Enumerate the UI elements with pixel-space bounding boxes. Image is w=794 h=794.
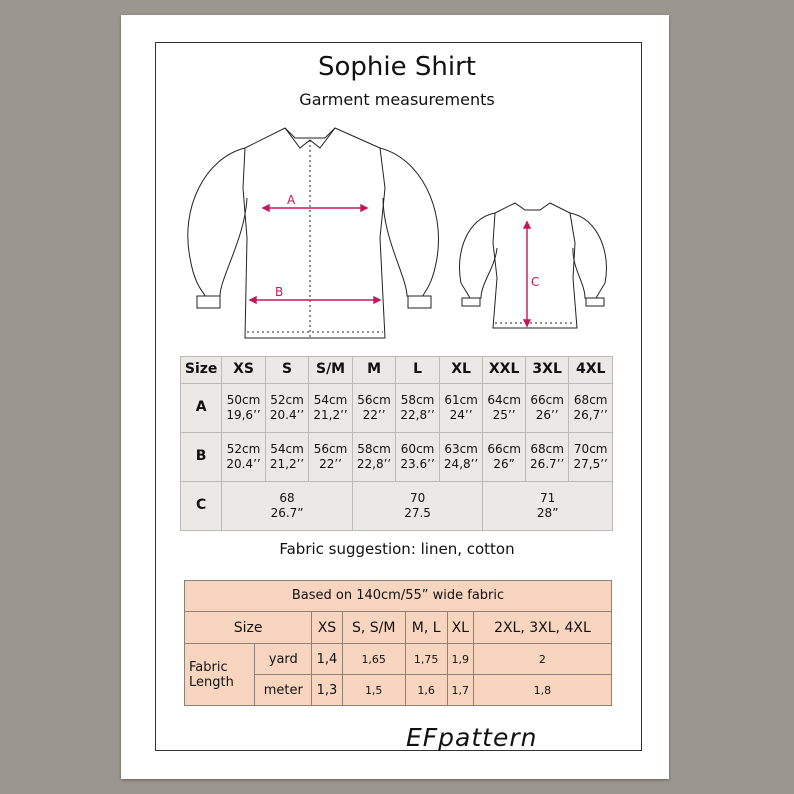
- size-cell: S: [265, 357, 309, 384]
- size-cell: 2XL, 3XL, 4XL: [473, 611, 611, 644]
- value-cell: 58cm 22,8’’: [352, 433, 396, 482]
- value-cell: 1,5: [342, 675, 405, 706]
- value-cell: 52cm 20.4’’: [222, 433, 266, 482]
- table-row: [181, 384, 613, 433]
- value-cell: 56cm 22’’: [352, 384, 396, 433]
- value-cell: 1,8: [473, 675, 611, 706]
- value-cell: 1,75: [405, 644, 447, 675]
- brand-logo: EFpattern: [406, 723, 538, 752]
- size-cell: XL: [447, 611, 473, 644]
- measure-label-a: A: [287, 193, 296, 207]
- value-cell: 70cm 27,5’’: [569, 433, 613, 482]
- row-label: C: [181, 482, 222, 531]
- value-cell: 70 27.5: [352, 482, 483, 531]
- fabric-length-label: Fabric Length: [185, 644, 255, 706]
- table-row: [185, 581, 612, 612]
- size-cell: M, L: [405, 611, 447, 644]
- size-cell: XL: [439, 357, 483, 384]
- value-cell: 66cm 26’’: [525, 384, 569, 433]
- value-cell: 1,9: [447, 644, 473, 675]
- size-header: Size: [181, 357, 222, 384]
- value-cell: 1,7: [447, 675, 473, 706]
- measure-label-b: B: [275, 285, 284, 299]
- value-cell: 58cm 22,8’’: [396, 384, 440, 433]
- yardage-table: [184, 580, 612, 706]
- value-cell: 68 26.7”: [222, 482, 353, 531]
- fabric-suggestion: Fabric suggestion: linen, cotton: [279, 540, 515, 558]
- value-cell: 60cm 23.6’’: [396, 433, 440, 482]
- size-cell: M: [352, 357, 396, 384]
- page-subtitle: Garment measurements: [299, 90, 495, 109]
- value-cell: 1,4: [312, 644, 343, 675]
- value-cell: 1,6: [405, 675, 447, 706]
- value-cell: 1,3: [312, 675, 343, 706]
- row-label: B: [181, 433, 222, 482]
- table-row: [185, 644, 612, 675]
- value-cell: 50cm 19,6’’: [222, 384, 266, 433]
- table-row: [181, 433, 613, 482]
- value-cell: 54cm 21,2’’: [265, 433, 309, 482]
- table-row: [181, 482, 613, 531]
- value-cell: 68cm 26.7’’: [525, 433, 569, 482]
- size-cell: S/M: [309, 357, 353, 384]
- value-cell: 54cm 21,2’’: [309, 384, 353, 433]
- value-cell: 56cm 22’’: [309, 433, 353, 482]
- unit-label: yard: [255, 644, 312, 675]
- table-row: [181, 357, 613, 384]
- size-cell: 3XL: [525, 357, 569, 384]
- value-cell: 61cm 24’’: [439, 384, 483, 433]
- value-cell: 63cm 24,8’’: [439, 433, 483, 482]
- value-cell: 66cm 26”: [483, 433, 526, 482]
- size-cell: XS: [222, 357, 266, 384]
- value-cell: 1,65: [342, 644, 405, 675]
- size-cell: 4XL: [569, 357, 613, 384]
- size-header: Size: [185, 611, 312, 644]
- row-label: A: [181, 384, 222, 433]
- value-cell: 71 28”: [483, 482, 613, 531]
- size-cell: S, S/M: [342, 611, 405, 644]
- measure-label-c: C: [531, 275, 540, 289]
- value-cell: 64cm 25’’: [483, 384, 526, 433]
- measurements-table: [180, 356, 613, 531]
- value-cell: 2: [473, 644, 611, 675]
- value-cell: 68cm 26,7’’: [569, 384, 613, 433]
- size-cell: L: [396, 357, 440, 384]
- unit-label: meter: [255, 675, 312, 706]
- shirt-illustration: [175, 118, 625, 348]
- value-cell: 52cm 20.4’’: [265, 384, 309, 433]
- size-cell: XXL: [483, 357, 526, 384]
- yardage-caption: Based on 140cm/55” wide fabric: [185, 581, 612, 612]
- page-title: Sophie Shirt: [318, 52, 476, 82]
- size-cell: XS: [312, 611, 343, 644]
- table-row: [185, 611, 612, 644]
